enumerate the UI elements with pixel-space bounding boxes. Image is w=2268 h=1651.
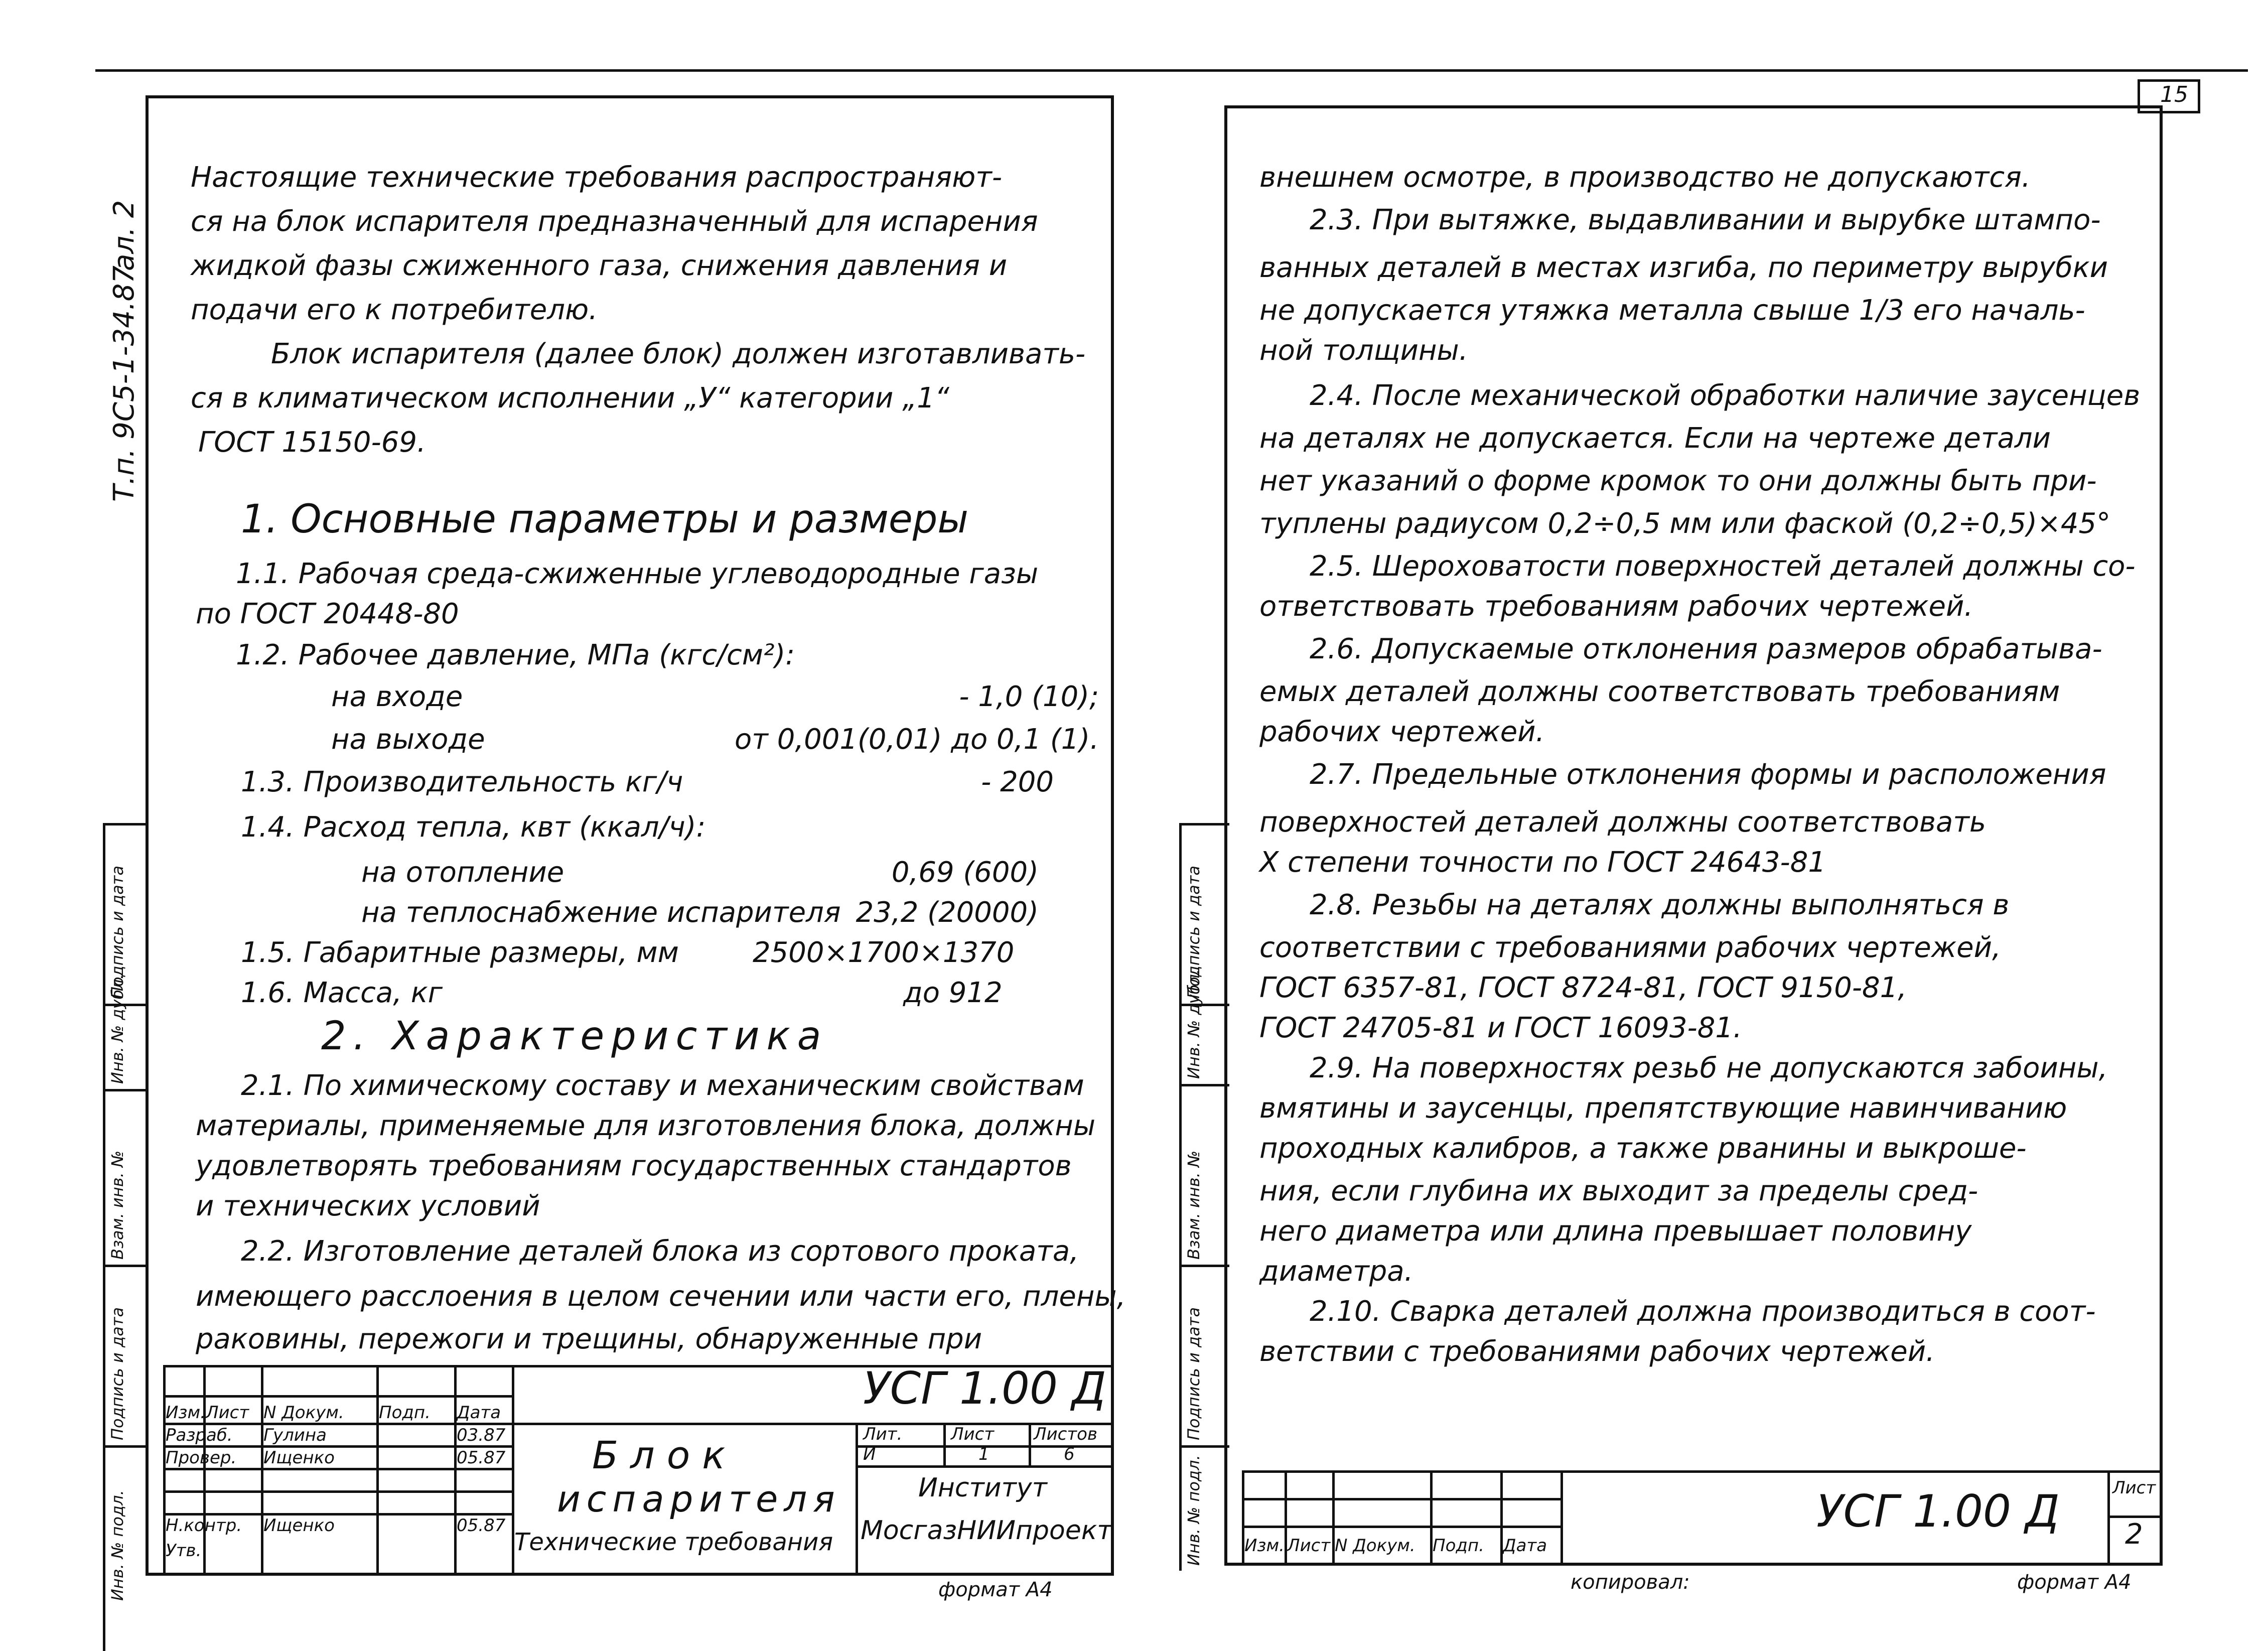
sheet2-copied-label: копировал: [1571,1571,1690,1594]
s2-line: ГОСТ 24705-81 и ГОСТ 16093-81. [1259,1012,1742,1044]
s2-strip-d2 [1179,1084,1229,1086]
param-label: 1.3. Производительность кг/ч [241,766,683,798]
tb1-doc-code: УСГ 1.00 Д [863,1362,1106,1414]
tb2-col-sign: Подп. [1433,1536,1484,1556]
s1-line: по ГОСТ 20448-80 [196,598,459,630]
s2-line: не допускается утяжка металла свыше 1/3 его началь- [1259,294,2085,327]
s2-line: удовлетворять требованиям государственных стандартов [196,1150,1072,1182]
tb2-sheet-label: Лист [2112,1478,2156,1498]
s2-line: 2.5. Шероховатости поверхностей деталей должны со- [1310,550,2136,583]
tb1-v2 [261,1365,263,1576]
s2-line: 2.8. Резьбы на деталях должны выполняться в [1310,889,2010,921]
s2-line: ванных деталей в местах изгиба, по периметру вырубки [1259,251,2108,284]
s2-line: ния, если глубина их выходит за пределы сред- [1259,1175,1978,1207]
tb2-v5 [1561,1470,1563,1566]
tb2-col-list: Лист [1287,1536,1331,1556]
margin-code: Т.п. 9С5-1-34.87 [108,265,140,502]
tb1-sheet-label: Лист [951,1424,995,1444]
intro-line: Настоящие технические требования распространяют- [191,161,1003,194]
s2-margin-label-1: Подпись и дата [1184,865,1203,999]
param-value: 2500×1700×1370 [753,936,1015,969]
tb1-lit-label: Лит. [863,1424,903,1444]
s2-line: соответствии с требованиями рабочих чертежей, [1259,931,2001,964]
s2-strip-d3 [1179,1265,1229,1267]
tb1-name: Ищенко [263,1516,335,1536]
s2-margin-label-5: Инв. № подл. [1184,1455,1203,1566]
s2-line: ветствии с требованиями рабочих чертежей. [1259,1335,1935,1368]
tb1-org-2: МосгазНИИпроект [861,1516,1112,1546]
s2-line: 2.9. На поверхностях резьб не допускаются забоины, [1310,1052,2108,1084]
s2-line: диаметра. [1259,1255,1413,1288]
margin-label-5: Инв. № подл. [108,1490,127,1601]
tb1-role: Утв. [166,1541,202,1561]
tb2-top [1242,1470,2163,1473]
s2-line: внешнем осмотре, в производство не допускаются. [1259,161,2031,194]
s2-strip-d4 [1179,1445,1229,1448]
s2-line: него диаметра или длина превышает половину [1259,1215,1972,1248]
tb1-v8 [1029,1423,1031,1465]
s2-line: 2.6. Допускаемые отклонения размеров обрабатыва- [1310,633,2102,665]
s2-line: ГОСТ 6357-81, ГОСТ 8724-81, ГОСТ 9150-81, [1259,972,1907,1004]
s2-line: 2.1. По химическому составу и механическим свойствам [241,1069,1084,1102]
tb2-v6 [2107,1470,2110,1566]
margin-strip-div4 [103,1445,148,1448]
param-value: - 200 [981,766,1054,798]
tb1-date: 03.87 [457,1425,506,1445]
s2-line: 2.3. При вытяжке, выдавливании и вырубке штампо- [1310,204,2101,236]
margin-strip-div2 [103,1089,148,1091]
intro-line: ГОСТ 15150-69. [198,426,426,459]
s2-line: рабочих чертежей. [1259,716,1545,748]
param-value: 0,69 (600) [891,856,1039,889]
tb2-r2 [1242,1526,1563,1528]
sheet2-format: формат А4 [2017,1571,2132,1594]
param-label: 1.6. Масса, кг [241,977,443,1009]
tb1-r4 [163,1468,514,1470]
margin-strip-div3 [103,1265,148,1267]
tb1-role: Н.контр. [166,1516,242,1536]
tb1-col-list: Лист [206,1403,249,1423]
param-value: до 912 [903,977,1003,1009]
s2-line: и технических условий [196,1190,540,1222]
tb1-col-doc: N Докум. [263,1403,344,1423]
tb1-lit-value: И [863,1444,876,1464]
margin-label-2: Инв. № дубл. [108,974,127,1084]
param-label: на отопление [361,856,564,889]
s2-line: имеющего расслоения в целом сечении или части его, плены, [196,1280,1126,1313]
s2-line: туплены радиусом 0,2÷0,5 мм или фаской (0,2÷0,5)×45° [1259,507,2111,540]
margin-album: ал. 2 [108,200,140,271]
tb1-title-3: Технические требования [514,1528,833,1556]
tb1-col-date: Дата [457,1403,501,1423]
tb1-date: 05.87 [457,1448,506,1468]
tb1-sheets-value: 6 [1064,1444,1075,1464]
tb1-sheets-label: Листов [1034,1424,1098,1444]
tb1-col-izm: Изм. [166,1403,206,1423]
intro-line: подачи его к потребителю. [191,294,598,326]
s2-line: ной толщины. [1259,334,1468,367]
margin-strip-top [103,823,148,826]
tb1-v7 [943,1423,946,1465]
tb1-v6 [856,1423,858,1576]
tb2-col-izm: Изм. [1244,1536,1285,1556]
param-value: - 1,0 (10); [959,680,1099,713]
tb1-name: Ищенко [263,1448,335,1468]
s2-line: нет указаний о форме кромок то они должны быть при- [1259,465,2097,497]
intro-line: ся на блок испарителя предназначенный для испарения [191,205,1038,238]
section2-title: 2. Характеристика [321,1014,828,1059]
param-label: 1.4. Расход тепла, квт (ккал/ч): [241,811,706,844]
margin-label-4: Подпись и дата [108,1307,127,1440]
param-label: на выходе [331,723,485,756]
tb2-sheet-value: 2 [2125,1518,2143,1551]
tb2-col-doc: N Докум. [1335,1536,1415,1556]
tb2-col-date: Дата [1503,1536,1547,1556]
s2-line: 2.7. Предельные отклонения формы и расположения [1310,758,2106,791]
tb1-lit-row2 [856,1465,1114,1468]
tb1-date: 05.87 [457,1516,506,1536]
intro-line: ся в климатическом исполнении „У“ категории „1“ [191,382,949,415]
page-number: 15 [2160,82,2188,107]
tb1-sheet-value: 1 [978,1444,989,1464]
s2-margin-label-3: Взам. инв. № [1184,1150,1203,1260]
intro-line: Блок испарителя (далее блок) должен изготавливать- [271,338,1086,370]
s2-line: раковины, пережоги и трещины, обнаруженные при [196,1323,982,1355]
section1-title: 1. Основные параметры и размеры [241,497,969,542]
s2-line: 2.4. После механической обработки наличие заусенцев [1310,379,2141,412]
param-label: на теплоснабжение испарителя [361,896,841,929]
s2-line: емых деталей должны соответствовать требованиям [1259,675,2060,708]
tb1-org-1: Институт [918,1473,1047,1503]
s2-strip-top [1179,823,1229,826]
s1-line: 1.1. Рабочая среда-сжиженные углеводородные газы [236,558,1039,590]
tb1-v1 [203,1365,206,1576]
tb1-r1 [163,1395,514,1398]
param-value: 23,2 (20000) [856,896,1039,929]
s2-line: на деталях не допускается. Если на чертеже детали [1259,422,2051,455]
tb1-role: Провер. [166,1448,237,1468]
tb1-v3 [376,1365,379,1576]
s2-strip-left [1179,823,1182,1571]
tb1-r5 [163,1490,514,1493]
param-value: от 0,001(0,01) до 0,1 (1). [735,723,1099,756]
intro-line: жидкой фазы сжиженного газа, снижения давления и [191,249,1008,282]
s2-margin-label-4: Подпись и дата [1184,1307,1203,1440]
tb2-r1 [1242,1498,1563,1500]
s2-line: ответствовать требованиям рабочих чертежей. [1259,590,1973,623]
s2-line: X степени точности по ГОСТ 24643-81 [1259,846,1826,879]
s2-line: материалы, применяемые для изготовления блока, должны [196,1110,1096,1142]
margin-label-3: Взам. инв. № [108,1150,127,1260]
s2-line: 2.10. Сварка деталей должна производиться в соот- [1310,1295,2096,1328]
s2-margin-label-2: Инв. № дубл. [1184,969,1203,1079]
s2-line: поверхностей деталей должны соответствовать [1259,806,1986,839]
sheet1-format: формат А4 [938,1578,1053,1601]
tb1-role: Разраб. [166,1425,233,1445]
s2-line: вмятины и заусенцы, препятствующие навинчиванию [1259,1092,2067,1125]
tb1-title-1: Блок [592,1433,738,1477]
tb1-col-sign: Подп. [379,1403,431,1423]
tb1-v4 [454,1365,457,1576]
top-rule [95,69,2248,72]
s1-line: 1.2. Рабочее давление, МПа (кгс/см²): [236,639,795,671]
tb2-doc-code: УСГ 1.00 Д [1816,1485,2060,1537]
param-label: 1.5. Габаритные размеры, мм [241,936,679,969]
tb1-name: Гулина [263,1425,327,1445]
margin-label-1: Подпись и дата [108,865,127,999]
s2-line: 2.2. Изготовление деталей блока из сортового проката, [241,1235,1079,1268]
margin-strip-left-border [103,823,105,1651]
tb1-title-2: испарителя [557,1478,841,1520]
param-label: на входе [331,680,463,713]
s2-line: проходных калибров, а также рванины и выкроше- [1259,1132,2027,1165]
